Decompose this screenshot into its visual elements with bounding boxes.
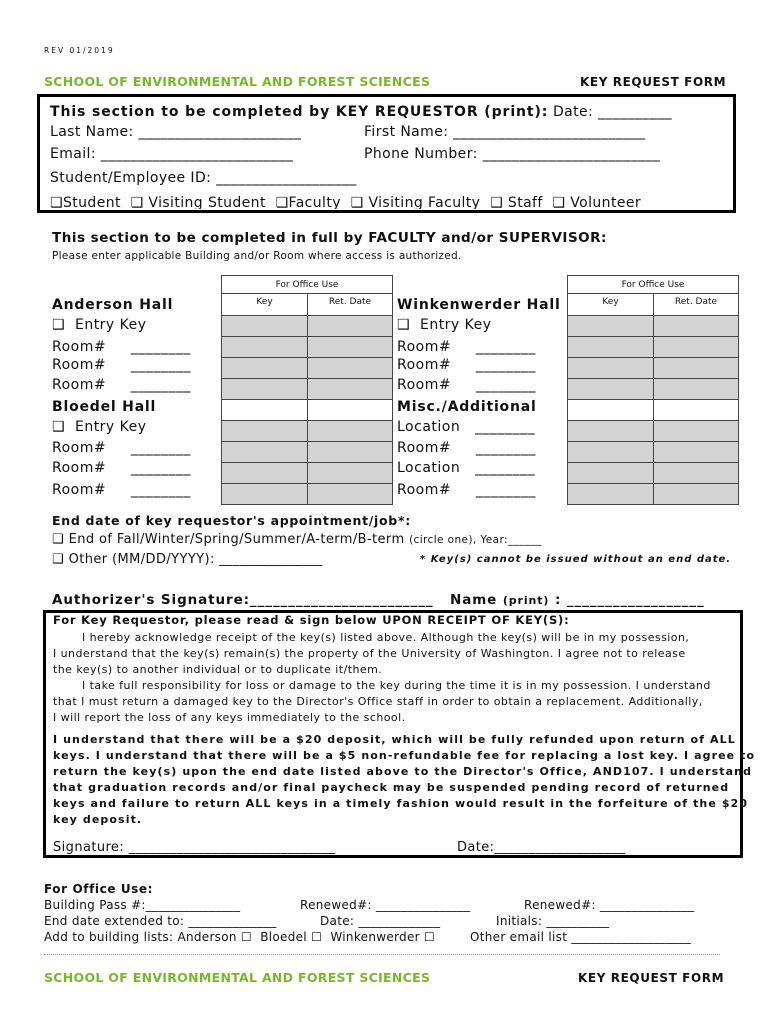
first-name-field[interactable]: First Name: __________________________ — [364, 124, 646, 140]
ack-p3-line4: that graduation records and/or final paycheck may be suspended pending record of returned — [53, 781, 730, 794]
key-cell[interactable] — [568, 442, 654, 463]
list-winkenwerder-label: Winkenwerder — [330, 930, 420, 944]
ack-p3-line3: return the key(s) upon the end date listed above to the Director's Office, AND107. I understand — [53, 765, 753, 778]
entry-key-label: Entry Key — [74, 419, 147, 435]
winkenwerder-room-1[interactable]: Room# ________ — [397, 339, 536, 355]
winkenwerder-hall-label: Winkenwerder Hall — [397, 297, 561, 313]
name-label: Name — [450, 592, 498, 608]
key-cell[interactable] — [222, 442, 308, 463]
key-cell[interactable] — [568, 484, 654, 505]
ack-p3-line6: key deposit. — [53, 813, 143, 826]
anderson-room-3[interactable]: Room# ________ — [52, 377, 191, 393]
small-checkbox-icon[interactable]: ☐ — [424, 930, 436, 944]
option-visiting-student: Visiting Student — [148, 195, 266, 209]
key-cell[interactable] — [568, 421, 654, 442]
checkbox-icon[interactable]: ❑ — [52, 532, 65, 547]
anderson-room-1[interactable]: Room# ________ — [52, 339, 191, 355]
requestor-heading: This section to be completed by KEY REQUESTOR (print): — [50, 104, 549, 120]
footer-divider — [44, 954, 720, 955]
ret-cell[interactable] — [654, 484, 739, 505]
ack-p3-line5: keys and failure to return ALL keys in a timely fashion would result in the forfeiture of the $20 — [53, 797, 749, 810]
office-use-caption: For Office Use — [222, 276, 393, 294]
office-use-heading: For Office Use: — [44, 882, 154, 896]
end-date-extended-field[interactable]: End date extended to: ______________ — [44, 914, 277, 928]
bloedel-room-1[interactable]: Room# ________ — [52, 440, 191, 456]
anderson-hall-label: Anderson Hall — [52, 297, 174, 313]
bloedel-hall-label: Bloedel Hall — [52, 399, 157, 415]
entry-key-label: Entry Key — [419, 317, 492, 333]
ack-p1-line3: the key(s) to another individual or to duplicate it/them. — [53, 663, 383, 676]
name-line: : __________________ — [554, 592, 705, 608]
ret-cell[interactable] — [308, 421, 393, 442]
office-date-field[interactable]: Date: _____________ — [320, 914, 441, 928]
ack-p3-line1: I understand that there will be a $20 deposit, which will be fully refunded upon return of ALL — [53, 733, 736, 746]
checkbox-icon[interactable]: ❑ — [52, 419, 66, 435]
building-pass-field[interactable]: Building Pass #:_______________ — [44, 898, 241, 912]
small-checkbox-icon[interactable]: ☐ — [240, 930, 252, 944]
checkbox-icon[interactable]: ❑ — [485, 195, 504, 209]
option-volunteer: Volunteer — [570, 195, 642, 209]
end-date-heading: End date of key requestor's appointment/job*: — [52, 513, 411, 528]
key-cell[interactable] — [222, 358, 308, 379]
misc-location-1[interactable]: Location ________ — [397, 419, 536, 435]
key-cell[interactable] — [568, 316, 654, 337]
supervisor-instructions: Please enter applicable Building and/or Room where access is authorized. — [52, 250, 462, 262]
key-cell[interactable] — [568, 358, 654, 379]
col-ret-date: Ret. Date — [654, 294, 739, 316]
ret-cell[interactable] — [654, 358, 739, 379]
ack-p1-line1: I hereby acknowledge receipt of the key(s) listed above. Although the key(s) will be in my possession, — [82, 631, 690, 644]
ret-cell[interactable] — [308, 379, 393, 400]
checkbox-icon[interactable]: ❑ — [50, 195, 63, 209]
form-title: KEY REQUEST FORM — [580, 75, 727, 89]
ret-cell[interactable] — [654, 463, 739, 484]
print-label: (print) — [502, 594, 550, 607]
winkenwerder-room-3[interactable]: Room# ________ — [397, 377, 536, 393]
bloedel-room-2[interactable]: Room# ________ — [52, 460, 191, 476]
small-checkbox-icon[interactable]: ☐ — [311, 930, 323, 944]
ret-cell[interactable] — [308, 484, 393, 505]
ret-cell[interactable] — [308, 442, 393, 463]
requestor-date-field[interactable]: Date: __________ — [553, 104, 673, 120]
requestor-signature-field[interactable]: Signature: ______________________________ — [53, 840, 336, 855]
circle-one-note: (circle one), Year:______ — [409, 534, 542, 546]
checkbox-icon[interactable]: ❑ — [52, 552, 65, 567]
misc-room-1[interactable]: Room# ________ — [397, 440, 536, 456]
email-field[interactable]: Email: __________________________ — [50, 146, 294, 162]
key-cell[interactable] — [222, 379, 308, 400]
misc-additional-label: Misc./Additional — [397, 399, 537, 415]
list-bloedel-label: Bloedel — [260, 930, 307, 944]
col-ret-date: Ret. Date — [308, 294, 393, 316]
office-use-caption: For Office Use — [568, 276, 739, 294]
ack-p3-line2: keys. I understand that there will be a $5 non-refundable fee for replacing a lost key. I agree to — [53, 749, 756, 762]
requestor-signature-date[interactable]: Date:___________________ — [457, 840, 626, 855]
anderson-room-2[interactable]: Room# ________ — [52, 357, 191, 373]
key-cell[interactable] — [568, 337, 654, 358]
winkenwerder-entry-key[interactable] — [397, 317, 492, 333]
student-id-field[interactable]: Student/Employee ID: ___________________ — [50, 170, 357, 186]
ret-cell[interactable] — [654, 337, 739, 358]
checkbox-icon[interactable]: ❑ — [52, 317, 66, 333]
entry-key-label: Entry Key — [74, 317, 147, 333]
ack-p2-line1: I take full responsibility for loss or damage to the key during the time it is in my possession. I understand — [82, 679, 711, 692]
ret-cell[interactable] — [654, 316, 739, 337]
office-use-grid-left — [221, 275, 393, 505]
col-key: Key — [568, 294, 654, 316]
ret-cell[interactable] — [308, 337, 393, 358]
winkenwerder-room-2[interactable]: Room# ________ — [397, 357, 536, 373]
phone-field[interactable]: Phone Number: ________________________ — [364, 146, 661, 162]
initials-field[interactable]: Initials: __________ — [496, 914, 610, 928]
last-name-field[interactable]: Last Name: ______________________ — [50, 124, 302, 140]
blank-cell — [308, 400, 393, 421]
other-date-label: Other (MM/DD/YYYY): _______________ — [68, 552, 323, 567]
ack-p2-line2: that I must return a damaged key to the Director's Office staff in order to obtain a replacement. Additionally, — [53, 695, 703, 708]
ret-cell[interactable] — [654, 442, 739, 463]
footer-school-name: SCHOOL OF ENVIRONMENTAL AND FOREST SCIENCES — [44, 970, 431, 985]
misc-room-2[interactable]: Room# ________ — [397, 482, 536, 498]
option-student: Student — [62, 195, 121, 209]
ack-p2-line3: I will report the loss of any keys immediately to the school. — [53, 711, 406, 724]
blank-cell — [654, 400, 739, 421]
end-of-term-option[interactable] — [52, 532, 542, 547]
renewed-field-1[interactable]: Renewed#: _______________ — [300, 898, 471, 912]
building-lists-row — [44, 930, 435, 944]
bloedel-room-3[interactable]: Room# ________ — [52, 482, 191, 498]
key-cell[interactable] — [222, 484, 308, 505]
blank-cell — [568, 400, 654, 421]
ret-cell[interactable] — [308, 358, 393, 379]
supervisor-heading: This section to be completed in full by FACULTY and/or SUPERVISOR: — [52, 230, 607, 246]
col-key: Key — [222, 294, 308, 316]
checkbox-icon[interactable]: ❑ — [270, 195, 289, 209]
checkbox-icon[interactable]: ❑ — [345, 195, 364, 209]
checkbox-icon[interactable]: ❑ — [547, 195, 566, 209]
other-date-option[interactable] — [52, 552, 323, 567]
key-cell[interactable] — [222, 463, 308, 484]
key-cell[interactable] — [222, 316, 308, 337]
key-cell[interactable] — [222, 337, 308, 358]
option-staff: Staff — [507, 195, 543, 209]
list-anderson-label: Anderson — [177, 930, 237, 944]
add-lists-label: Add to building lists: — [44, 930, 174, 944]
ret-cell[interactable] — [308, 316, 393, 337]
revision-label: REV 01/2019 — [44, 46, 115, 55]
end-of-term-label: End of Fall/Winter/Spring/Summer/A-term/B-term — [68, 532, 405, 547]
key-cell[interactable] — [568, 379, 654, 400]
option-visiting-faculty: Visiting Faculty — [368, 195, 481, 209]
other-email-list-field[interactable]: Other email list ___________________ — [470, 930, 692, 944]
anderson-entry-key[interactable] — [52, 317, 147, 333]
end-date-warning: * Key(s) cannot be issued without an end date. — [420, 554, 732, 565]
ret-cell[interactable] — [308, 463, 393, 484]
ack-heading: For Key Requestor, please read & sign below UPON RECEIPT OF KEY(S): — [53, 613, 570, 627]
checkbox-icon[interactable]: ❑ — [397, 317, 411, 333]
footer-form-title: KEY REQUEST FORM — [578, 971, 725, 985]
blank-cell — [222, 400, 308, 421]
authorizer-name-field[interactable] — [450, 592, 705, 608]
misc-location-2[interactable]: Location ________ — [397, 460, 536, 476]
bloedel-entry-key[interactable] — [52, 419, 147, 435]
option-faculty: Faculty — [288, 195, 341, 209]
key-cell[interactable] — [568, 463, 654, 484]
authorizer-signature-field[interactable]: Authorizer's Signature:________________________ — [52, 592, 434, 608]
office-use-grid-right — [567, 275, 739, 505]
ret-cell[interactable] — [654, 421, 739, 442]
ret-cell[interactable] — [654, 379, 739, 400]
category-options — [50, 195, 641, 209]
ack-p1-line2: I understand that the key(s) remain(s) the property of the University of Washington. I agree not to release — [53, 647, 686, 660]
school-name: SCHOOL OF ENVIRONMENTAL AND FOREST SCIENCES — [44, 74, 431, 89]
renewed-field-2[interactable]: Renewed#: _______________ — [524, 898, 695, 912]
key-cell[interactable] — [222, 421, 308, 442]
checkbox-icon[interactable]: ❑ — [125, 195, 144, 209]
